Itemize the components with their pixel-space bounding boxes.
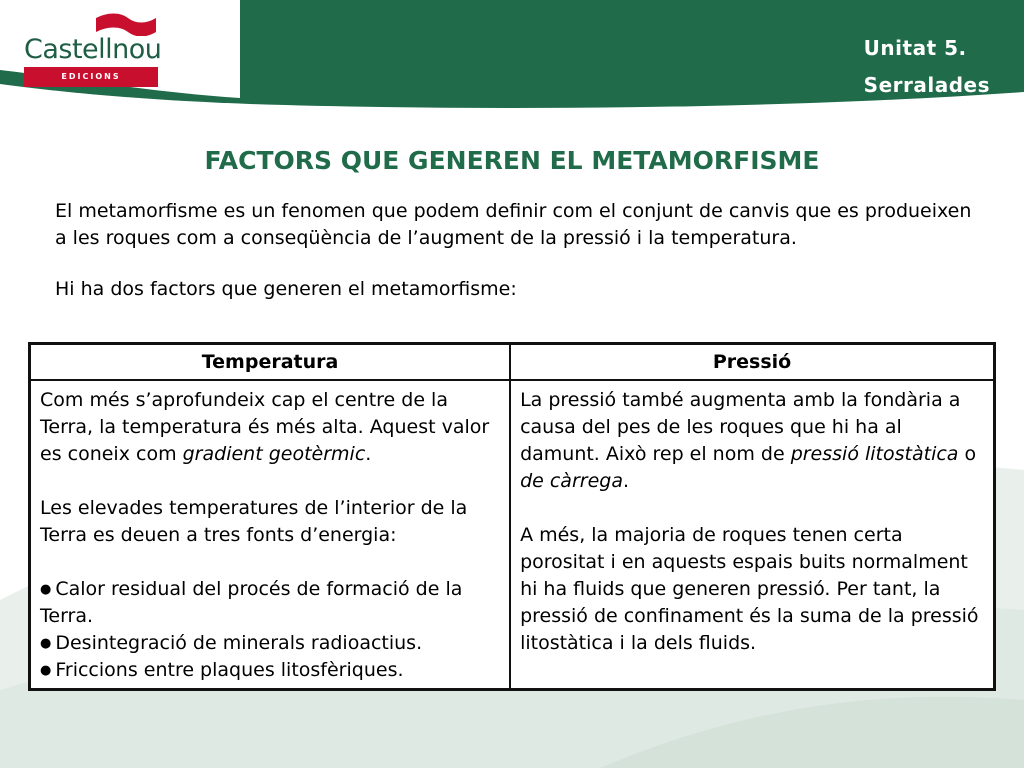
logo-wordmark: Castellnou (24, 34, 162, 65)
intro-paragraph-factors: Hi ha dos factors que generen el metamorfisme: (55, 278, 517, 300)
term-gradient-geotermic: gradient geotèrmic (182, 443, 366, 465)
pressure-cell (510, 380, 994, 690)
unit-topic: Serralades (863, 73, 990, 97)
table-row (30, 380, 995, 690)
list-item: ● Calor residual del procés de formació de la Terra. (40, 578, 463, 627)
castellnou-logo (24, 12, 162, 81)
temperature-paragraph-2: Les elevades temperatures de l’interior de la Terra es deuen a tres fonts d’energia: (40, 497, 468, 546)
temperature-paragraph-1: Com més s’aprofundeix cap el centre de la Terra, la temperatura és més alta. Aquest valor es coneix com gradient geotèrmic. (40, 389, 490, 465)
term-de-carrega: de càrrega (520, 470, 623, 492)
pressure-paragraph-2: A més, la majoria de roques tenen certa porositat i en aquests espais buits normalment hi ha fluids que generen pressió. Per tant, la pressió de confinament és la suma de la pressió litostàtica i la dels fluids. (520, 524, 979, 654)
list-item: ● Desintegració de minerals radioactius. (40, 632, 423, 654)
list-item: ● Friccions entre plaques litosfèriques. (40, 659, 404, 681)
header-temperatura: Temperatura (30, 344, 511, 381)
intro-text (55, 198, 980, 303)
logo-subtitle: EDICIONS (24, 67, 158, 87)
header-pressio: Pressió (510, 344, 994, 381)
page-title: FACTORS QUE GENEREN EL METAMORFISME (204, 146, 820, 175)
intro-paragraph: El metamorfisme es un fenomen que podem definir com el conjunt de canvis que es produeixen a les roques com a conseqüència de l’augment de la pressió i la temperatura. (55, 200, 972, 249)
temperature-cell (30, 380, 511, 690)
pressure-paragraph-1: La pressió també augmenta amb la fondària a causa del pes de les roques que hi ha al damunt. Això rep el nom de pressió litostàtica o de càrrega. (520, 389, 977, 492)
factors-table (28, 342, 996, 691)
table-header-row (30, 344, 995, 381)
term-pressio-litostatica: pressió litostàtica (790, 443, 959, 465)
unit-label (864, 30, 990, 104)
unit-number: Unitat 5. (863, 36, 967, 60)
red-flag-icon (94, 12, 158, 36)
